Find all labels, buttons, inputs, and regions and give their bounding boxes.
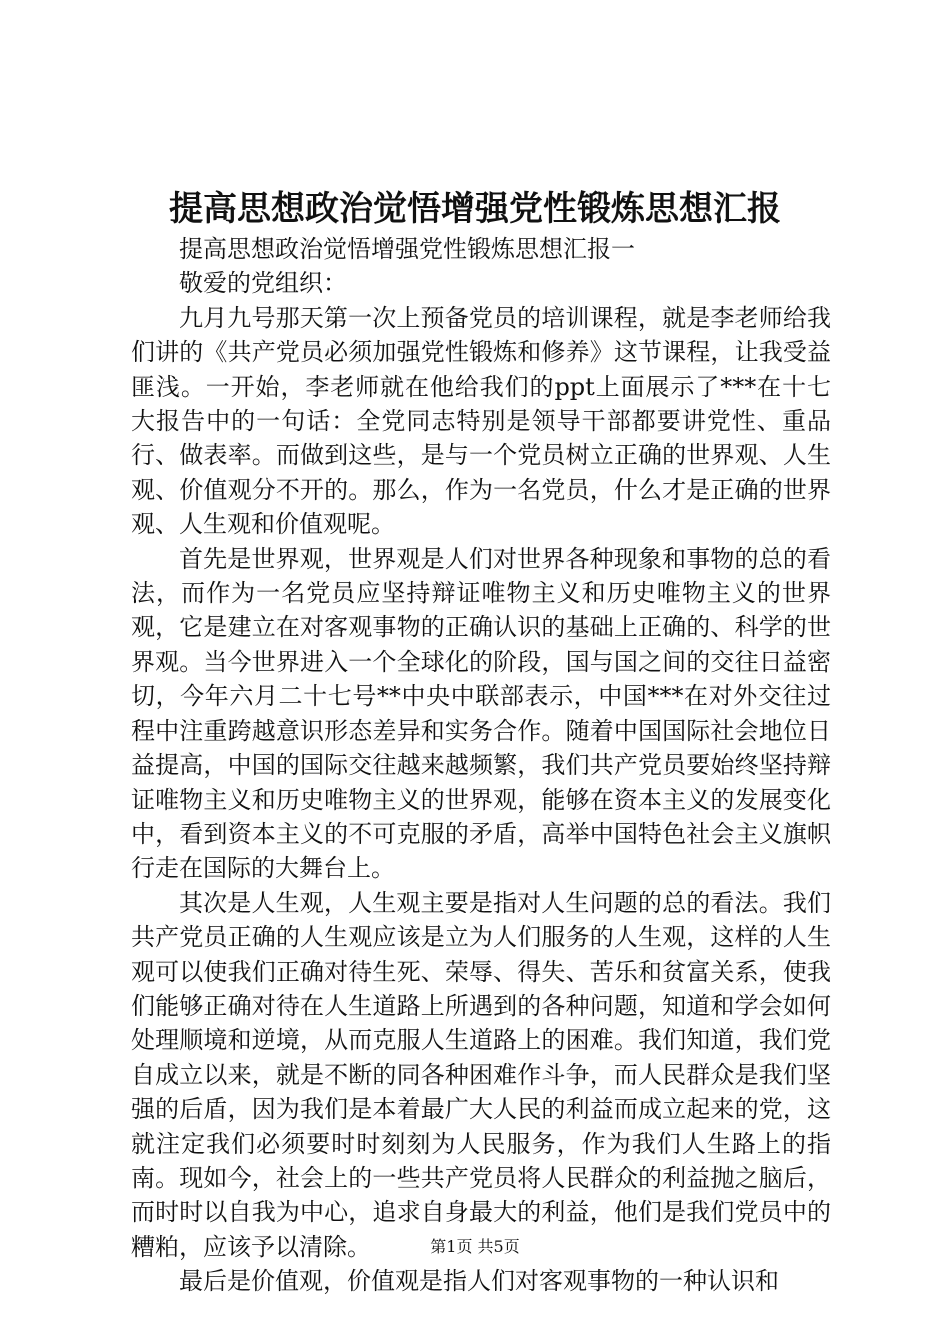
salutation-line: 敬爱的党组织： [179,269,347,298]
paragraph-worldview: 首先是世界观，世界观是人们对世界各种现象和事物的总的看法，而作为一名党员应坚持辩证唯物主义和历史唯物主义的世界观，它是建立在对客观事物的正确认识的基础上正确的、科学的世界观。当今世界进入一个全球化的阶段，国与国之间的交往日益密切，今年六月二十七号**中央中联部表示，中国***在对外交往过程中注重跨越意识形态差异和实务合作。随着中国国际社会地位日益提高，中国的国际交往越来越频繁，我们共产党员要始终坚持辩证唯物主义和历史唯物主义的世界观，能够在资本主义的发展变化中，看到资本主义的不可克服的矛盾，高举中国特色社会主义旗帜行走在国际的大舞台上。 [131,544,831,883]
paragraph-values: 最后是价值观，价值观是指人们对客观事物的一种认识和 [179,1267,779,1296]
paragraph-outlook-on-life: 其次是人生观，人生观主要是指对人生问题的总的看法。我们共产党员正确的人生观应该是立为人们服务的人生观，这样的人生观可以使我们正确对待生死、荣辱、得失、苦乐和贫富关系，使我们能够正确对待在人生道路上所遇到的各种问题，知道和学会如何处理顺境和逆境，从而克服人生道路上的困难。我们知道，我们党自成立以来，就是不断的同各种困难作斗争，而人民群众是我们坚强的后盾，因为我们是本着最广大人民的利益而成立起来的党，这就注定我们必须要时时刻刻为人民服务，作为我们人生路上的指南。现如今，社会上的一些共产党员将人民群众的利益抛之脑后，而时时以自我为中心，追求自身最大的利益，他们是我们党员中的糟粕，应该予以清除。 [131,888,831,1261]
paragraph-worldview-intro: 九月九号那天第一次上预备党员的培训课程，就是李老师给我们讲的《共产党员必须加强党性锻炼和修养》这节课程，让我受益匪浅。一开始，李老师就在他给我们的ppt上面展示了***在十七大报告中的一句话：全党同志特别是领导干部都要讲党性、重品行、做表率。而做到这些，是与一个党员树立正确的世界观、人生观、价值观分不开的。那么，作为一名党员，什么才是正确的世界观、人生观和价值观呢。 [131,303,831,539]
document-body [131,232,831,1299]
document-title: 提高思想政治觉悟增强党性锻炼思想汇报 [169,189,781,229]
page-footer: 第1页 共5页 [430,1237,520,1256]
subtitle-line: 提高思想政治觉悟增强党性锻炼思想汇报一 [179,235,635,263]
